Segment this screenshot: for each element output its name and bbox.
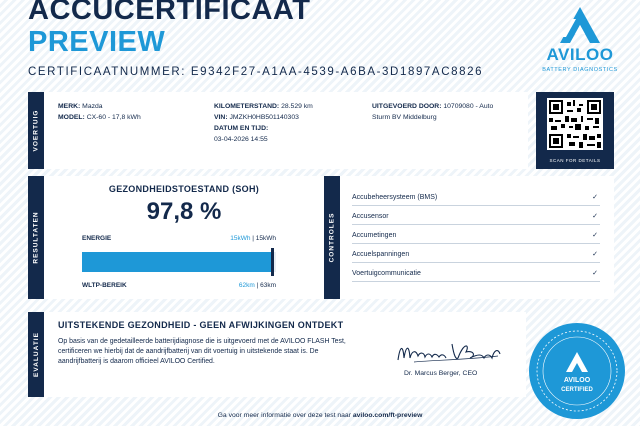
signature-image [394, 336, 504, 366]
footer-link[interactable]: aviloo.com/ft-preview [352, 412, 423, 419]
soh-bar-marker [271, 248, 274, 276]
control-item: Accuelspanningen ✓ [352, 246, 600, 263]
controls-panel [340, 176, 614, 299]
soh-value: 97,8 % [146, 198, 222, 225]
qr-code[interactable] [547, 98, 603, 150]
vehicle-info-panel [44, 92, 528, 169]
range-values: 62km | 63km [238, 282, 276, 289]
evaluation-title: UITSTEKENDE GEZONDHEID - GEEN AFWIJKINGEN ONTDEKT [58, 320, 344, 330]
controls-section [324, 176, 614, 299]
aviloo-logo-icon [558, 5, 602, 45]
results-side-label: RESULTATEN [28, 176, 44, 299]
preview-title: PREVIEW [28, 26, 166, 58]
evaluation-panel [44, 312, 526, 397]
soh-bar-track [82, 252, 276, 272]
signer-name: Dr. Marcus Berger, CEO [404, 370, 478, 377]
logo-brand: AVILOO [546, 45, 614, 64]
results-panel [44, 176, 324, 299]
energy-label: ENERGIE [82, 235, 112, 242]
results-section [28, 176, 324, 299]
logo-subtitle: BATTERY DIAGNOSTICS [542, 67, 618, 73]
evaluation-side-label: EVALUATIE [28, 312, 44, 397]
check-icon: ✓ [592, 251, 598, 258]
scan-for-details-label: SCAN FOR DETAILS [549, 158, 601, 163]
seal-certified: CERTIFIED [561, 387, 593, 393]
range-label: WLTP-BEREIK [82, 282, 127, 289]
soh-title: GEZONDHEIDSTOESTAND (SOH) [108, 184, 260, 194]
vehicle-side-label: VOERTUIG [28, 92, 44, 169]
evaluation-text: Op basis van de gedetailleerde batterijdiagnose die is uitgevoerd met de AVILOO FLASH Test, certificeren we hierbij dat de aandrijfbatterij van dit voertuig in uitstekende staat is. De aandrijfbatterij is daarom officieel AVILOO Certified. [58, 338, 346, 365]
controls-side-label: CONTROLES [324, 176, 340, 299]
datetime-label: DATUM EN TIJD: [214, 125, 269, 132]
qr-code-icon [547, 98, 603, 150]
check-icon: ✓ [592, 194, 598, 201]
performed-by-field: UITGEVOERD DOOR: 10709080 - Auto [372, 103, 494, 110]
certified-seal [528, 322, 626, 420]
model-field: MODEL: CX-60 - 17,8 kWh [58, 114, 141, 121]
mileage-field: KILOMETERSTAND: 28.529 km [214, 103, 313, 110]
vehicle-section [28, 92, 614, 169]
control-item: Accubeheersysteem (BMS) ✓ [352, 189, 600, 206]
check-icon: ✓ [592, 270, 598, 277]
footer-note: Ga voor meer informatie over deze test naar aviloo.com/ft-preview [217, 412, 423, 419]
qr-code-box[interactable] [536, 92, 614, 169]
seal-brand: AVILOO [563, 377, 591, 384]
performed-by-value-line2: Sturm BV Middelburg [372, 114, 437, 121]
soh-bar-fill [82, 252, 272, 272]
control-item: Voertuigcommunicatie ✓ [352, 265, 600, 282]
control-item: Accusensor ✓ [352, 208, 600, 225]
aviloo-logo [540, 5, 620, 83]
brand-field: MERK: Mazda [58, 103, 103, 110]
control-item: Accumetingen ✓ [352, 227, 600, 244]
check-icon: ✓ [592, 213, 598, 220]
evaluation-section [28, 312, 526, 397]
energy-values: 15kWh | 15kWh [230, 235, 276, 242]
vin-field: VIN: JMZKH0HB501140303 [214, 114, 299, 121]
certificate-number: CERTIFICAATNUMMER: E9342F27-A1AA-4539-A6BA-3D1897AC8826 [28, 66, 484, 78]
certificate-title: ACCUCERTIFICAAT [28, 0, 311, 26]
check-icon: ✓ [592, 232, 598, 239]
datetime-value: 03-04-2026 14:55 [214, 136, 268, 143]
